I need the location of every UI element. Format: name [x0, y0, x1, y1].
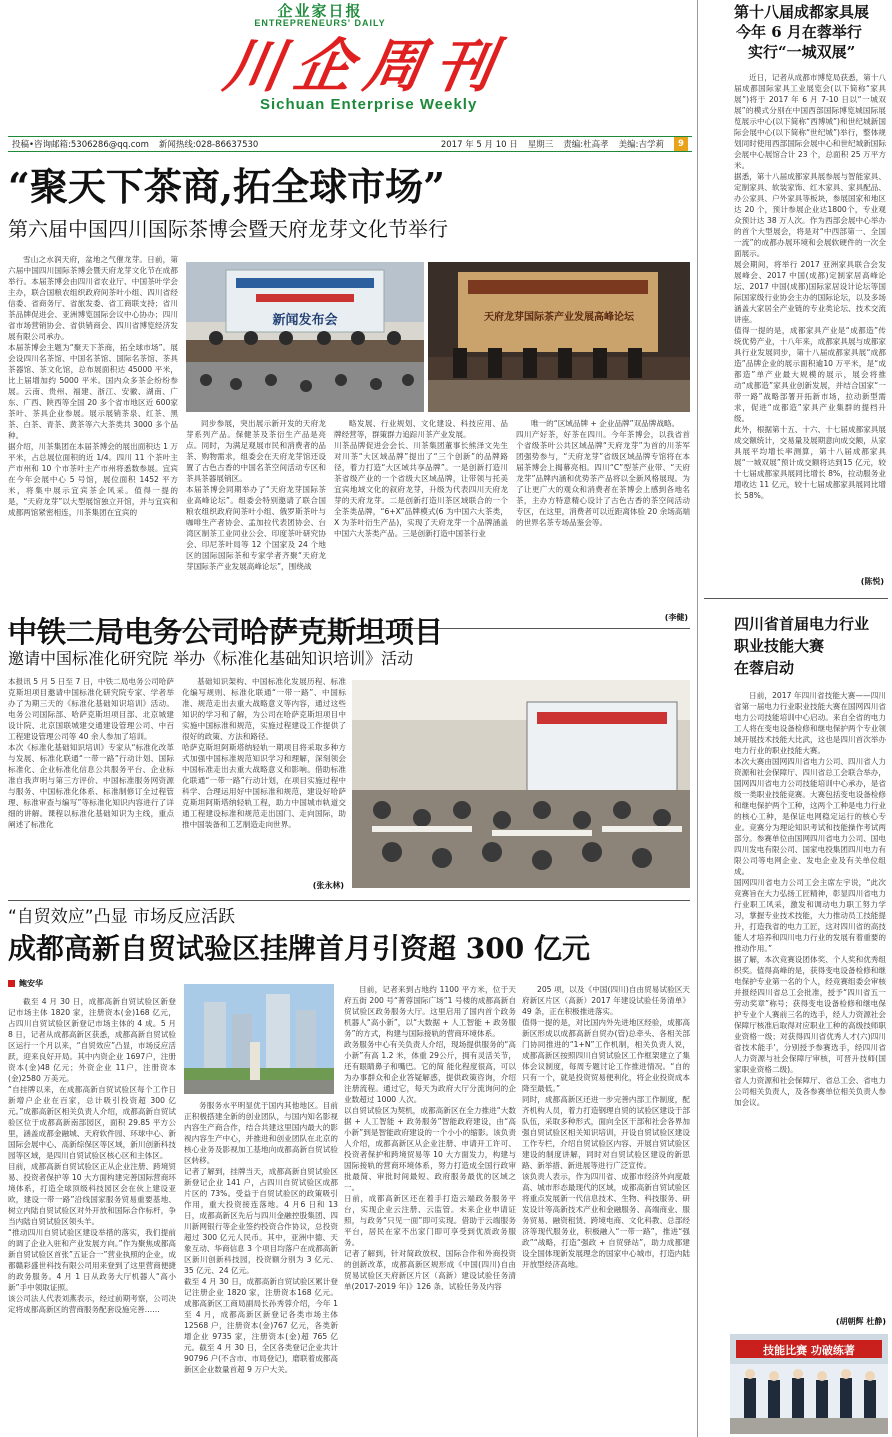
divider-crec	[8, 900, 690, 901]
ftz-author-name: 鲍安华	[19, 979, 43, 988]
crec-subhead: 邀请中国标准化研究院 举办《标准化基础知识培训》活动	[8, 649, 414, 668]
furniture-headline-1: 第十八届成都家具展	[734, 3, 870, 21]
tea-press-photo	[186, 262, 424, 412]
editor-credit: 责编:杜高孝	[563, 140, 609, 150]
divider-rail	[704, 598, 888, 599]
furniture-credit: (陈悦)	[860, 577, 884, 586]
designer-credit: 美编:吉学莉	[618, 140, 664, 150]
ftz-author	[8, 978, 43, 989]
paper-name: 企业家日报	[277, 2, 363, 20]
news-hotline: 新闻热线:028-86637530	[158, 140, 259, 150]
power-headline-3: 在蓉启动	[734, 659, 795, 677]
furniture-headline-3: 实行“一城双展”	[748, 43, 856, 61]
tea-subhead: 第六届中国四川国际茶博会暨天府龙芽文化节举行	[8, 217, 448, 241]
crec-credit: (张永林)	[312, 881, 344, 890]
furniture-body: 近日，记者从成都市博览局获悉，第十八届成都国际家具工业展览会(以下简称“家具展”)将于 2017 年 6 月 7-10 日以“一城双展”的模式分别在中国西部国际博览城国际展览展示中心(以下简称“西博城”)和世纪城新国际会展中心(以下简称“世纪城”)举行，整体规划同时使用西部国际会展中心和世纪城新国际会展中心展馆合计 23 个，总面积 25 万平方米。 据悉，第十八届成都家具展参展与智能家具、定制家具、软装家饰、红木家具、家具配品、办公家具、户外家具等板块，参展国家和地区达 20 个，预计参展企业达1800个，专业观众预计达 38 万人次。作为西部会展中心举办的首个大型展会，将是对“中西部第一、全国一流”的成都办展环境和会展软硬件的一次全面展示。 展会期间，将举行 2017 亚洲家具联合会发展峰会、2017 中国(成都)定制家居高峰论坛、2017 中国(成都)国际家居设计论坛等国际国家级行业协会主办的国际论坛，以及多场涵盖大家居全产业链的专业类论坛、技术交流讲座。 值得一提的是，成都家具产业是“成都造”传统优势产业，十八年来，成都家具展与成都家具行业发展同步，第十八届成都家具展“成都造”品牌企业的展示面积逾10 万平米，是“成都造”单产业最大规模的展示，展会将推动“成都造”家具业创新发展，并结合国家“一带一路”战略部署开拓新市场，拉动新型需求，促进“成都造”家具产业集群的提档升级。 此外，根据第十五、十六、十七届成都家具展成交额统计，交易量及展期意向成交额，从家具展平均增长率测算，第十八届成都家具展“一城双展”预计成交额将达到15 亿元，较十七届成都家具展同比增长 8%，拉动服务业增收达 11 亿元，较十七届成都家具展同比增长 58%。	[734, 73, 886, 500]
crec-headline: 中铁二局电务公司哈萨克斯坦项目	[8, 615, 444, 649]
power-contest-photo	[730, 1334, 888, 1434]
power-headline-1: 四川省首届电力行业	[734, 615, 870, 633]
tea-forum-photo	[428, 262, 690, 412]
power-credit: (胡朝辉 杜静)	[835, 1317, 886, 1326]
paper-name-en: ENTREPRENEURS' DAILY	[254, 18, 386, 28]
crec-body-col2: 基础知识架构、中国标准化发展历程、标准化编写规则、标准化联通“一带一路”、中国标准、规范走出去重大战略意义等内容，通过这些知识的学习和了解，为公司在哈萨克斯坦项目中实施中国标准和规范，实施过程建设工作提供了很好的政策、方法和路径。 哈萨克斯坦阿斯塔纳轻轨一期项目将采取多种方式加强中国标准规范知识学习和理解，深刻领会中国标准走出去重大战略意义和影响。借助标准化联通“一带一路”行动计划，在项目实施过程中科学、合理运用好中国标准和规范，建设好哈萨克斯坦阿斯塔纳轻轨工程，助力中国城市轨道交通工程建设标准和规范走出国门、走向国际，助推中国装备和工艺制造走向世界。	[182, 677, 346, 829]
power-banner-text: 技能比赛 功破练著	[763, 1344, 855, 1357]
weekly-logo: 川企周刊	[219, 32, 512, 100]
furniture-headline-2: 今年 6 月在蓉举行	[736, 23, 862, 41]
crec-training-photo	[352, 680, 690, 888]
power-headline-2: 职业技能大赛	[734, 637, 825, 655]
tea-credit: (李健)	[664, 613, 688, 622]
tea-body-col1: 雪山之水润天府，盆地之气催龙芽。日前，第六届中国四川国际茶博会暨天府龙芽文化节在成都举行。本届茶博会由四川省农业厅、中国茶叶学会主办，联合国粮农组织政府间茶叶小组、四川省经信委、省商务厅、省旅发委、省工商联支持；省川茶品牌促进会、亚洲博览国际会议中心协办；四川省市场营销协会、省供销商会、四川省博览经济发展有限公司承办。 本届茶博会主题为“聚天下茶商，拓全球市场”。展会设四川名茶馆、中国名茶馆、国际名茶馆、茶具茶器馆、茶文化馆，总布展面积达 45000 平米，比上届增加约 5000 平米。国内众多茶企纷纷参展。云南、贵州、福建、浙江、安徽、湖南、广东、广西、陕西等全国 20 多个省市地区近 600家茶叶、茶具企业参展。展示展销茶泉、红茶、黑茶、白茶、青茶、黄茶等六大茶类共 3000 多个品种。 据介绍，川茶集团在本届茶博会的展出面积达 1 万平米，占总展位面积的近 1/4。四川 11 个茶叶主产市州和 10 个市茶叶主产市州将悉数参展。宜宾在今年会展中心 5 号馆，展位面积 1452 平方米，将集中展示宜宾茶企风采。值得一提的是，“天府龙芽”以大型展馆独立开馆，并与宜宾和成都两馆紧密相连，川茶集团在宜宾的	[8, 255, 178, 517]
author-marker-icon	[8, 980, 15, 987]
power-body: 日前，2017 年四川省技能大赛——四川省第一届电力行业职业技能大赛在国网四川省电力公司技能培训中心启动。来自全省的电力工人将在变电设备检修和继电保护两个专业领域开展技术技能大比武，这也是四川首次举办电力行业的职业技能大赛。 本次大赛由国网四川省电力公司、四川省人力资源和社会保障厅、四川省总工会联合举办，国网四川省电力公司技能培训中心承办，是省级一类职业技能竞赛。大赛包括变电设备检修和继电保护两个工种，这两个工种是电力行业的核心工种，是保证电网稳定运行的核心专业。竞赛分为理论知识考试和技能操作考试两部分。参赛单位由国网四川省电力公司、国电四川发电有限公司、国家电投集团四川电力有限公司等电网企业、发电企业及有关单位组成。 国网四川省电力公司工会主席左宇说，“此次竞赛旨在大力弘扬工匠精神，彰显四川省电力行业职工风采，激发和调动电力职工努力学习，掌握专业技术技能，大力推动员工技能提升，打造我省的电力工匠，这对四川省的高技能人才培养和四川电力行业的发展有着重要的推动作用。” 据了解，本次竞赛设团体奖、个人奖和优秀组织奖。值得高峰的是，获得变电设备检修和继电保护专业第一名的个人，经竞赛组委会审核并报经四川省总工会批准，授予“四川省五一劳动奖章”称号；获得变电设备检修和继电保护专业个人赛前三名的选手，经人力资源社会保障厅核准后取得对应职业工种的高级技师职业资格一级；对获得四川省优秀人才(六)四川省技术能手'，分别授予参赛选手，经四川省人力资源与社会保障厅审核，可晋升技师(国家职业资格二级)。 省人力资源和社会保障厅、省总工会、省电力公司相关负责人，及各参赛单位相关负责人参加会议。	[734, 691, 886, 1107]
page-number: 9	[674, 137, 688, 151]
weekly-logo-en: Sichuan Enterprise Weekly	[260, 96, 478, 113]
tea-body-col2: 同步参展，突出展示新开发的天府龙芽系列产品。保健茶及茶衍生产品是亮点。同时，为满足观展市民和消费者的品茶、购物需求，组委会在天府龙芽馆还设置了古色古香的中国名茶空间活动专区和茶具茶器展销区。 本届茶博会同期举办了“天府龙芽国际茶业高峰论坛”。组委会特别邀请了联合国粮农组织政府间茶叶小组、俄罗斯茶叶与咖啡生产者协会、孟加拉代表团协会、台湾区制茶工业同业公会、印度茶叶研究协会、印尼茶叶局等 12 个国家及 24 个地区的国际国际茶和专家学者齐聚“天府龙芽国际茶产业发展高峰论坛”，围绕战	[186, 419, 326, 571]
ftz-body-col2: 务服务水平明显优于国内其他地区。目前正积极搭建全新的创业团队，与国内知名影视内容生产商合作，结合共建这里国内最大的影视内容生产中心，并推进和创业团队在北京的核心业务及影视加工基地向成都高新自贸试验区转移。 记者了解到，挂牌当天，成都高新自贸试验区新登记企业 141 户，占四川自贸试验区成都片区的 73%。受益于自贸试验区的政策吸引作用，重大投资接连落地。4 月6 日和 13 日，成都高新区先后与四川金融控股集团、四川新网银行等企业签约投资合作协议，总投资超过 300 亿元人民币。其中，亚洲中德、天象互动、华商信息 3 个项目均落户在成都高新区新川创新科技园，投资额分别为 3 亿元、35 亿元、24 亿元。 截至 4 月 30 日，成都高新自贸试验区累计登记注册企业 1820 家，注册资本168 亿元。成都高新区工商局副局长孙秀蓉介绍，今年 1 至 4 月，成都高新区新登记各类市场主体 12568 户，注册资本(金)767 亿元，各类新增企业 9735 家，注册资本(金)超 765 亿元。截至 4 月 30 日，全区各类登记企业共计 90796 户(不含市、市局登记)，磨联着成都高新区企业数量首超 9 万户大关。	[184, 1101, 338, 1374]
ftz-kicker: “自贸效应”凸显 市场反应活跃	[8, 907, 236, 927]
tea-body-col3: 略发展、行业规划、文化建设、科技应用、品牌经营等，群策群力追踪川茶产业发展。 川茶品牌促进会会长、川茶集团董事长熊泽文先生对川茶“大区域品牌”提出了“三个创新”的品牌路径，着力打造“大区域共享品牌”。一是创新打造川茶省级产业的一个省级大区域品牌，让带领与托美宜宾地域文化的叙府龙芽，升级为代表四川天府龙芽的天府龙芽。二是创新打造川茶区域联合的一个全茶类品牌，“6+X”品牌模式(6 为中国六大茶类，X 为茶叶衍生产品)，实现了天府龙芽一个品牌涵盖中国六大茶类产品。三是创新打造中国茶行业	[334, 419, 508, 538]
masthead-info-bar	[8, 136, 692, 152]
ftz-body-col1: 截至 4 月 30 日，成都高新自贸试验区新登记市场主体 1820 家，注册资本(金)168 亿元，占四川自贸试验区新登记市场主体的 4 成。5 月 8 日，记者从成都高新区获悉，成都高新自贸试验区运行一个月以来，“自贸效应”凸显，市场反应活跃，迎来良好开局。其中内资企业 1697户，注册资本(金)48 亿元；外资企业 11户，注册资本(金)2580 万美元。 “自挂牌以来，在成都高新自贸试验区每个工作日新增户企业在百家，总计吸引投资超 300 亿元。”成都高新区相关负责人介绍，成都高新自贸试验区位于成都高新南部园区，面积 29.85 平方公里，涵盖成都金融城、天府软件园、环球中心、新国际会展中心、高新综保区等区域，新川创新科技园等区域，是四川自贸试验区核心区和主体区。 目前，成都高新自贸试验区正从企业注册、跨境贸易、投资者保护等 10 大方面构建完善国际营商环境体系，打造全球顶级科技园区会在伙上建设亚欧，建设一带一路”沿线国家服务贸易重要基地、树立内陆自贸试验区对外开放和国际合作标杆，争当内陆自贸试验区领头羊。 “推动四川自贸试验区建设举措的落实，我们提前的调了企业入驻和产业发展方向。”作为聚焦成都高新自贸试验区首张”五证合一”营业执照的企业，成都赣彩盛世科技有限公司用来登到了这里营商便捷的政务服务。4 月 1 日从政务大厅机器人“高小新”手中领取证照。 该公司法人代表刘燕表示，经过前期考察，公司决定将成都高新区的营商服务配套设施完善……	[8, 997, 176, 1314]
issue-date: 2017 年 5 月 10 日	[440, 140, 518, 150]
tea-body-col4: 唯一的“区域品牌 + 企业品牌”双品牌战略。 四川产好茶，好茶在四川。今年茶博会，以我省首个省级茶叶公共区域品牌“天府龙芽”为首的川茶军团强势参与，“天府龙芽”省级区域品牌专馆将在本届茶博会上揭幕亮相。四川“C”型茶产业带、“天府龙芽”品牌内涵和优势茶产品将以全新风格展现。为了让更广大的观众和消费者在茶博会上感到各地名茶，主办方特意精心设计了古色古香的茶空间活动专区，在这里，消费者可以近距离体验 20 余场高端的世界名茶专场品鉴会等。	[516, 419, 690, 527]
press-photo-caption: 新闻发布会	[272, 313, 338, 328]
issue-weekday: 星期三	[527, 140, 554, 150]
ftz-body-col3: 目前，记者来到占地约 1100 平方米，位于天府五街 200 号“菁蓉国际广场”1 号楼的成都高新自贸试验区政务服务大厅。这里启用了国内首个政务机器人“高小新”，以“大数据 + 人工智能 + 政务服务”的方式，构建与国际接轨的营商环境体系。 政务服务中心有关负责人介绍，现场提供服务的“高小新”有高 1.2 米，体重 29公斤，拥有灵活关节，还有眼睛鼻子和嘴巴。它的简 能化程度很高，可以为办事群众和企业答疑解惑，提供政策咨询，介绍注册流程。通过它，每天为政府大厅分流询问的企业数超过 1000 人次。 以自贸试验区为契机，成都高新区在全力推进“大数据 + 人工智能 + 政务服务”智能政府建设，由“高小新”到是智能政府建设的一个小小的缩影。该负责人介绍，成都高新区从企业注册、申请开工许可、投资者保护和跨境贸易等 10 大方面发力，构建与国际接轨的营商环境体系，努力打造成全国行政审批最简、审批时间最短、政府服务最优的区域之一。 日前，成都高新区还在着手打造云端政务服务平台，实现企业云注册、云监管。未来企业申请证照，与政务“只见一面”即可实现。借助于云端服务平台，居民在家不出家门即可享受到优质政务服务。 记者了解到，针对简政放权、国际合作和外商投资的创新改革，成都高新区规形成《中国(四川)自由贸易试验区天府新区片区（高新）建设试验任务清单(2017-2019 年)》126 条、试验任务及内容	[344, 985, 516, 1291]
tea-headline: “聚天下茶商,拓全球市场”	[8, 164, 445, 209]
crec-body-col1: 本报讯 5 月 5 日至 7 日，中铁二局电务公司哈萨克斯坦项目邀请中国标准化研究院专家、学者举办了为期三天的《标准化基础知识培训》活动。电务公司国际部、哈萨克斯坦项目部、北京城建设计院、北京国联城建交通建设管理公司、中百工程建设管理公司等 40 余人参加了培训。 本次《标准化基础知识培训》专家从“标准化改革与发展、标准化联通“一带一路”行动计划、国际标准化、企业标准化信息公共服务平台、企业标准自我声明与第三方评价、中国标准服务网资源与服务、中国标准化体系、标准制修订全过程管理、标准审查与编写”等标准化知识内容进行了详细的讲解。课程以标准化基础知识为主线，重点阐述了标准化	[8, 677, 174, 829]
right-rail-divider	[697, 0, 698, 1437]
tip-email: 投稿•咨询邮箱:5306286@qq.com	[12, 140, 149, 150]
ftz-building-photo	[184, 984, 334, 1094]
ftz-headline: 成都高新自贸试验区挂牌首月引资超 300 亿元	[8, 932, 590, 965]
forum-photo-caption: 天府龙芽国际茶产业发展高峰论坛	[484, 312, 634, 323]
ftz-body-col4: 205 项，以及《中国(四川)自由贸易试验区天府新区片区（高新）2017 年建设试验任务清单》49 条，正在积极推进落实。 值得一提的是，对比国内外先进地区经验，成都高新区形成以成都高新自贸办(管)总牵头、各相关部门协同推进的“1+N”工作机制，相关负责人说，成都高新区按照四川自贸试验区工作框架建立了集体会议制度，每周专题讨论工作推进情况。“自的只有一个，就是投资贸易便利化，将企业投资成本降至最低。” 同时，成都高新区还进一步完善内部工作制度，配齐机构人员，着力打造钢理自贸的试验区建设于部队伍，采取多种形式，面向全区干部和社会各界加强自贸试验区相关知识培训，开设自贸试验区建设工作专栏，介绍自贸试验区内容、开展自贸试验区建设的制度讲解，同时对自贸试验区建设的新思路、新举措、新进展等进行广泛宣传。 该负责人表示，作为四川省、成都市经济外向度最高、城市形态最现代的区域，成都高新自贸试验区将重点发展新一代信息技术、生物、科技服务、研发设计等高新技术产业和金融服务、高端商业、服务贸易、融资租赁、跨境电商、文化科教、总部经济等现代服务业，积极融入“一带一路”，推进“强政”“战略，打造“强政 + 自贸驿站”，助力成都建设全国体现新发展理念的国家中心城市，打造内陆开放型经济高地。	[522, 985, 690, 1269]
